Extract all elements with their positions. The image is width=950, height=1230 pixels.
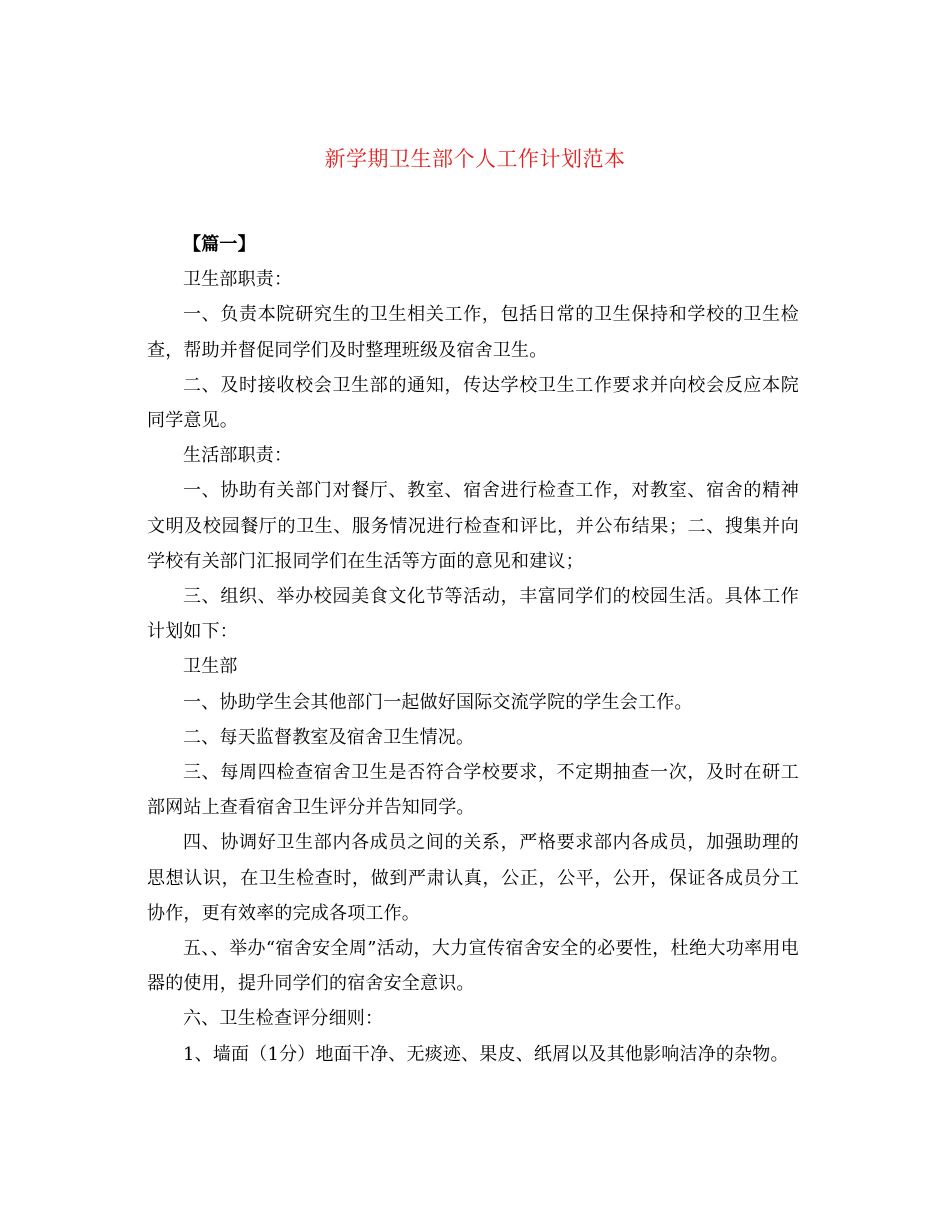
paragraph: 三、每周四检查宿舍卫生是否符合学校要求，不定期抽查一次，及时在研工部网站上查看宿舍卫生评分并告知同学。	[147, 762, 799, 819]
paragraph: 三、组织、举办校园美食文化节等活动，丰富同学们的校园生活。具体工作计划如下：	[147, 586, 799, 643]
paragraph: 卫生部	[183, 656, 238, 678]
paragraph: 一、负责本院研究生的卫生相关工作，包括日常的卫生保持和学校的卫生检查，帮助并督促同学们及时整理班级及宿舍卫生。	[147, 304, 799, 361]
paragraph: 生活部职责：	[183, 445, 293, 467]
paragraph: 卫生部职责：	[183, 269, 293, 291]
document-title: 新学期卫生部个人工作计划范本	[324, 147, 626, 171]
paragraph: 五、、举办“宿舍安全周”活动，大力宣传宿舍安全的必要性，杜绝大功率用电器的使用，提升同学们的宿舍安全意识。	[147, 938, 799, 995]
paragraph: 二、及时接收校会卫生部的通知，传达学校卫生工作要求并向校会反应本院同学意见。	[147, 374, 799, 432]
paragraph: 六、卫生检查评分细则：	[183, 1008, 384, 1030]
document-body	[147, 227, 799, 1072]
paragraph: 四、协调好卫生部内各成员之间的关系，严格要求部内各成员，加强助理的思想认识，在卫生检查时，做到严肃认真，公正，公平，公开，保证各成员分工协作，更有效率的完成各项工作。	[147, 832, 799, 924]
paragraph: 1、墙面（1分）地面干净、无痰迹、果皮、纸屑以及其他影响洁净的杂物。	[183, 1043, 789, 1065]
paragraph: 一、协助学生会其他部门一起做好国际交流学院的学生会工作。	[183, 691, 693, 713]
paragraph: 二、每天监督教室及宿舍卫生情况。	[183, 726, 475, 748]
paragraph: 一、协助有关部门对餐厅、教室、宿舍进行检查工作，对教室、宿舍的精神文明及校园餐厅的卫生、服务情况进行检查和评比，并公布结果；二、搜集并向学校有关部门汇报同学们在生活等方面的意见和建议；	[147, 480, 799, 572]
section-heading: 【篇一】	[183, 234, 256, 255]
